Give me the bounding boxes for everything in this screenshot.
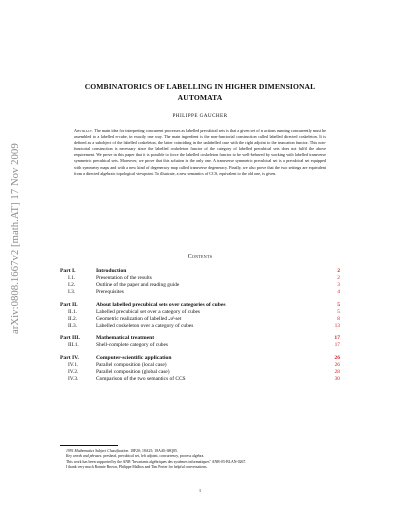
toc-num: III.1.: [68, 342, 79, 348]
toc-section-entry[interactable]: [60, 376, 340, 383]
toc-num: Part I.: [60, 268, 76, 274]
toc-num: Part II.: [60, 301, 78, 308]
toc-title: Outline of the paper and reading guide: [96, 282, 180, 288]
paper-title: COMBINATORICS OF LABELLING IN HIGHER DIMENSIONAL AUTOMATA: [84, 82, 316, 102]
toc-num: IV.1.: [68, 361, 79, 368]
toc-page[interactable]: 8: [337, 315, 340, 322]
toc-section-entry[interactable]: [60, 289, 340, 296]
toc-section-entry[interactable]: [60, 323, 340, 330]
toc-page[interactable]: 2: [337, 275, 340, 281]
toc-num: II.3.: [68, 322, 77, 329]
toc-page[interactable]: 13: [334, 322, 340, 329]
toc-title: Computer-scientific application: [96, 354, 172, 361]
toc-part-entry[interactable]: [60, 267, 340, 275]
toc-page[interactable]: 26: [334, 361, 340, 368]
toc-page[interactable]: 30: [334, 375, 340, 382]
toc-section-entry[interactable]: [60, 316, 340, 323]
abstract: [74, 128, 326, 177]
footnote-rule: [60, 445, 118, 446]
toc-num: I.1.: [68, 275, 76, 281]
toc-page[interactable]: 5: [337, 301, 340, 308]
toc-section-entry[interactable]: [60, 362, 340, 369]
toc-title: Comparison of the two semantics of CCS: [96, 375, 186, 382]
toc-title: Parallel composition (local case): [96, 361, 167, 368]
toc-page[interactable]: 4: [337, 289, 340, 295]
toc-part-entry[interactable]: [60, 334, 340, 342]
toc-title: Mathematical treatment: [96, 335, 155, 341]
toc-section-entry[interactable]: [60, 369, 340, 376]
toc-title: Parallel composition (global case): [96, 368, 170, 375]
contents-heading: Contents: [187, 254, 213, 260]
toc-title: About labelled precubical sets over categories of cubes: [96, 301, 226, 308]
toc-section-entry[interactable]: [60, 275, 340, 282]
toc-num: I.3.: [68, 289, 76, 295]
footnotes: 1991 Mathematics Subject Classification. 18F20; 18A25; 18A40; 68Q85. Key words and phrases. presheaf, precubical set, left adjoint, concurrency, process algebra. This work has been supported by the ANR "Invariants algébriques des systèmes informatiques" ANR-05-BLAN-0267. I thank very much Ronnie Brown, Philippe Malbos and Tim Porter for helpful conversations.: [66, 449, 247, 469]
toc-title: Presentation of the results: [96, 275, 152, 281]
toc-num: IV.2.: [68, 368, 79, 375]
toc-part-entry[interactable]: [60, 354, 340, 362]
toc-title: Labelled coskeleton over a category of cubes: [96, 322, 194, 329]
toc-section-entry[interactable]: [60, 282, 340, 289]
toc-title: Prerequisites: [96, 289, 124, 295]
toc-num: II.2.: [68, 315, 77, 322]
toc-num: Part III.: [60, 335, 80, 341]
toc-page[interactable]: 17: [334, 335, 340, 341]
toc-page[interactable]: 3: [337, 282, 340, 288]
toc-title: Introduction: [96, 268, 127, 274]
table-of-contents: [60, 267, 340, 383]
toc-title: Shell-complete category of cubes: [96, 342, 168, 348]
arxiv-stamp: [4, 96, 24, 336]
toc-section-entry[interactable]: [60, 309, 340, 316]
toc-num: Part IV.: [60, 354, 79, 361]
toc-num: I.2.: [68, 282, 76, 288]
toc-num: IV.3.: [68, 375, 79, 382]
toc-page[interactable]: 2: [337, 268, 340, 274]
toc-num: II.1.: [68, 308, 77, 315]
abstract-label: Abstract.: [74, 128, 94, 133]
svg-text:arXiv:0808.1667v2 [math.AT]: arXiv:0808.1667v2 [math.AT] 17 Nov 2009: [9, 143, 21, 334]
toc-page[interactable]: 17: [334, 342, 340, 348]
toc-page[interactable]: 5: [337, 308, 340, 315]
abstract-text: The main idea for interpreting concurrent processes as labelled precubical sets is that a given set of n actions running concurrently must be assembled to a labelled n-cube, in exactly one way. The main ingredient is the non-functorial construction called labelled directed coskeleton. It is defined as a subobject of the labelled coskeleton, the latter coinciding in the unlabelled case with the right adjoint to the truncation functor. This non-functorial construction is necessary since the labelled coskeleton functor of the category of labelled precubical sets does not fulfil the above requirement. We prove in this paper that it is possible to force the labelled coskeleton functor to be well-behaved by working with labelled transverse symmetric precubical sets. Moreover, we prove that this solution is the only one. A transverse symmetric precubical set is a precubical set equipped with symmetry maps and with a new kind of degeneracy map called transverse degeneracy. Finally, we also prove that the two settings are equivalent from a directed algebraic topological viewpoint. To illustrate, a new semantics of CCS, equivalent to the old one, is given.: [74, 128, 326, 176]
author: PHILIPPE GAUCHER: [172, 113, 228, 119]
toc-title: Geometric realization of labelled 𝒜-set: [96, 315, 182, 322]
page-number: 1: [198, 488, 202, 493]
toc-title: Labelled precubical set over a category of cubes: [96, 308, 201, 315]
toc-page[interactable]: 26: [334, 354, 340, 361]
toc-part-entry[interactable]: [60, 301, 340, 309]
toc-section-entry[interactable]: [60, 342, 340, 349]
toc-page[interactable]: 28: [334, 368, 340, 375]
